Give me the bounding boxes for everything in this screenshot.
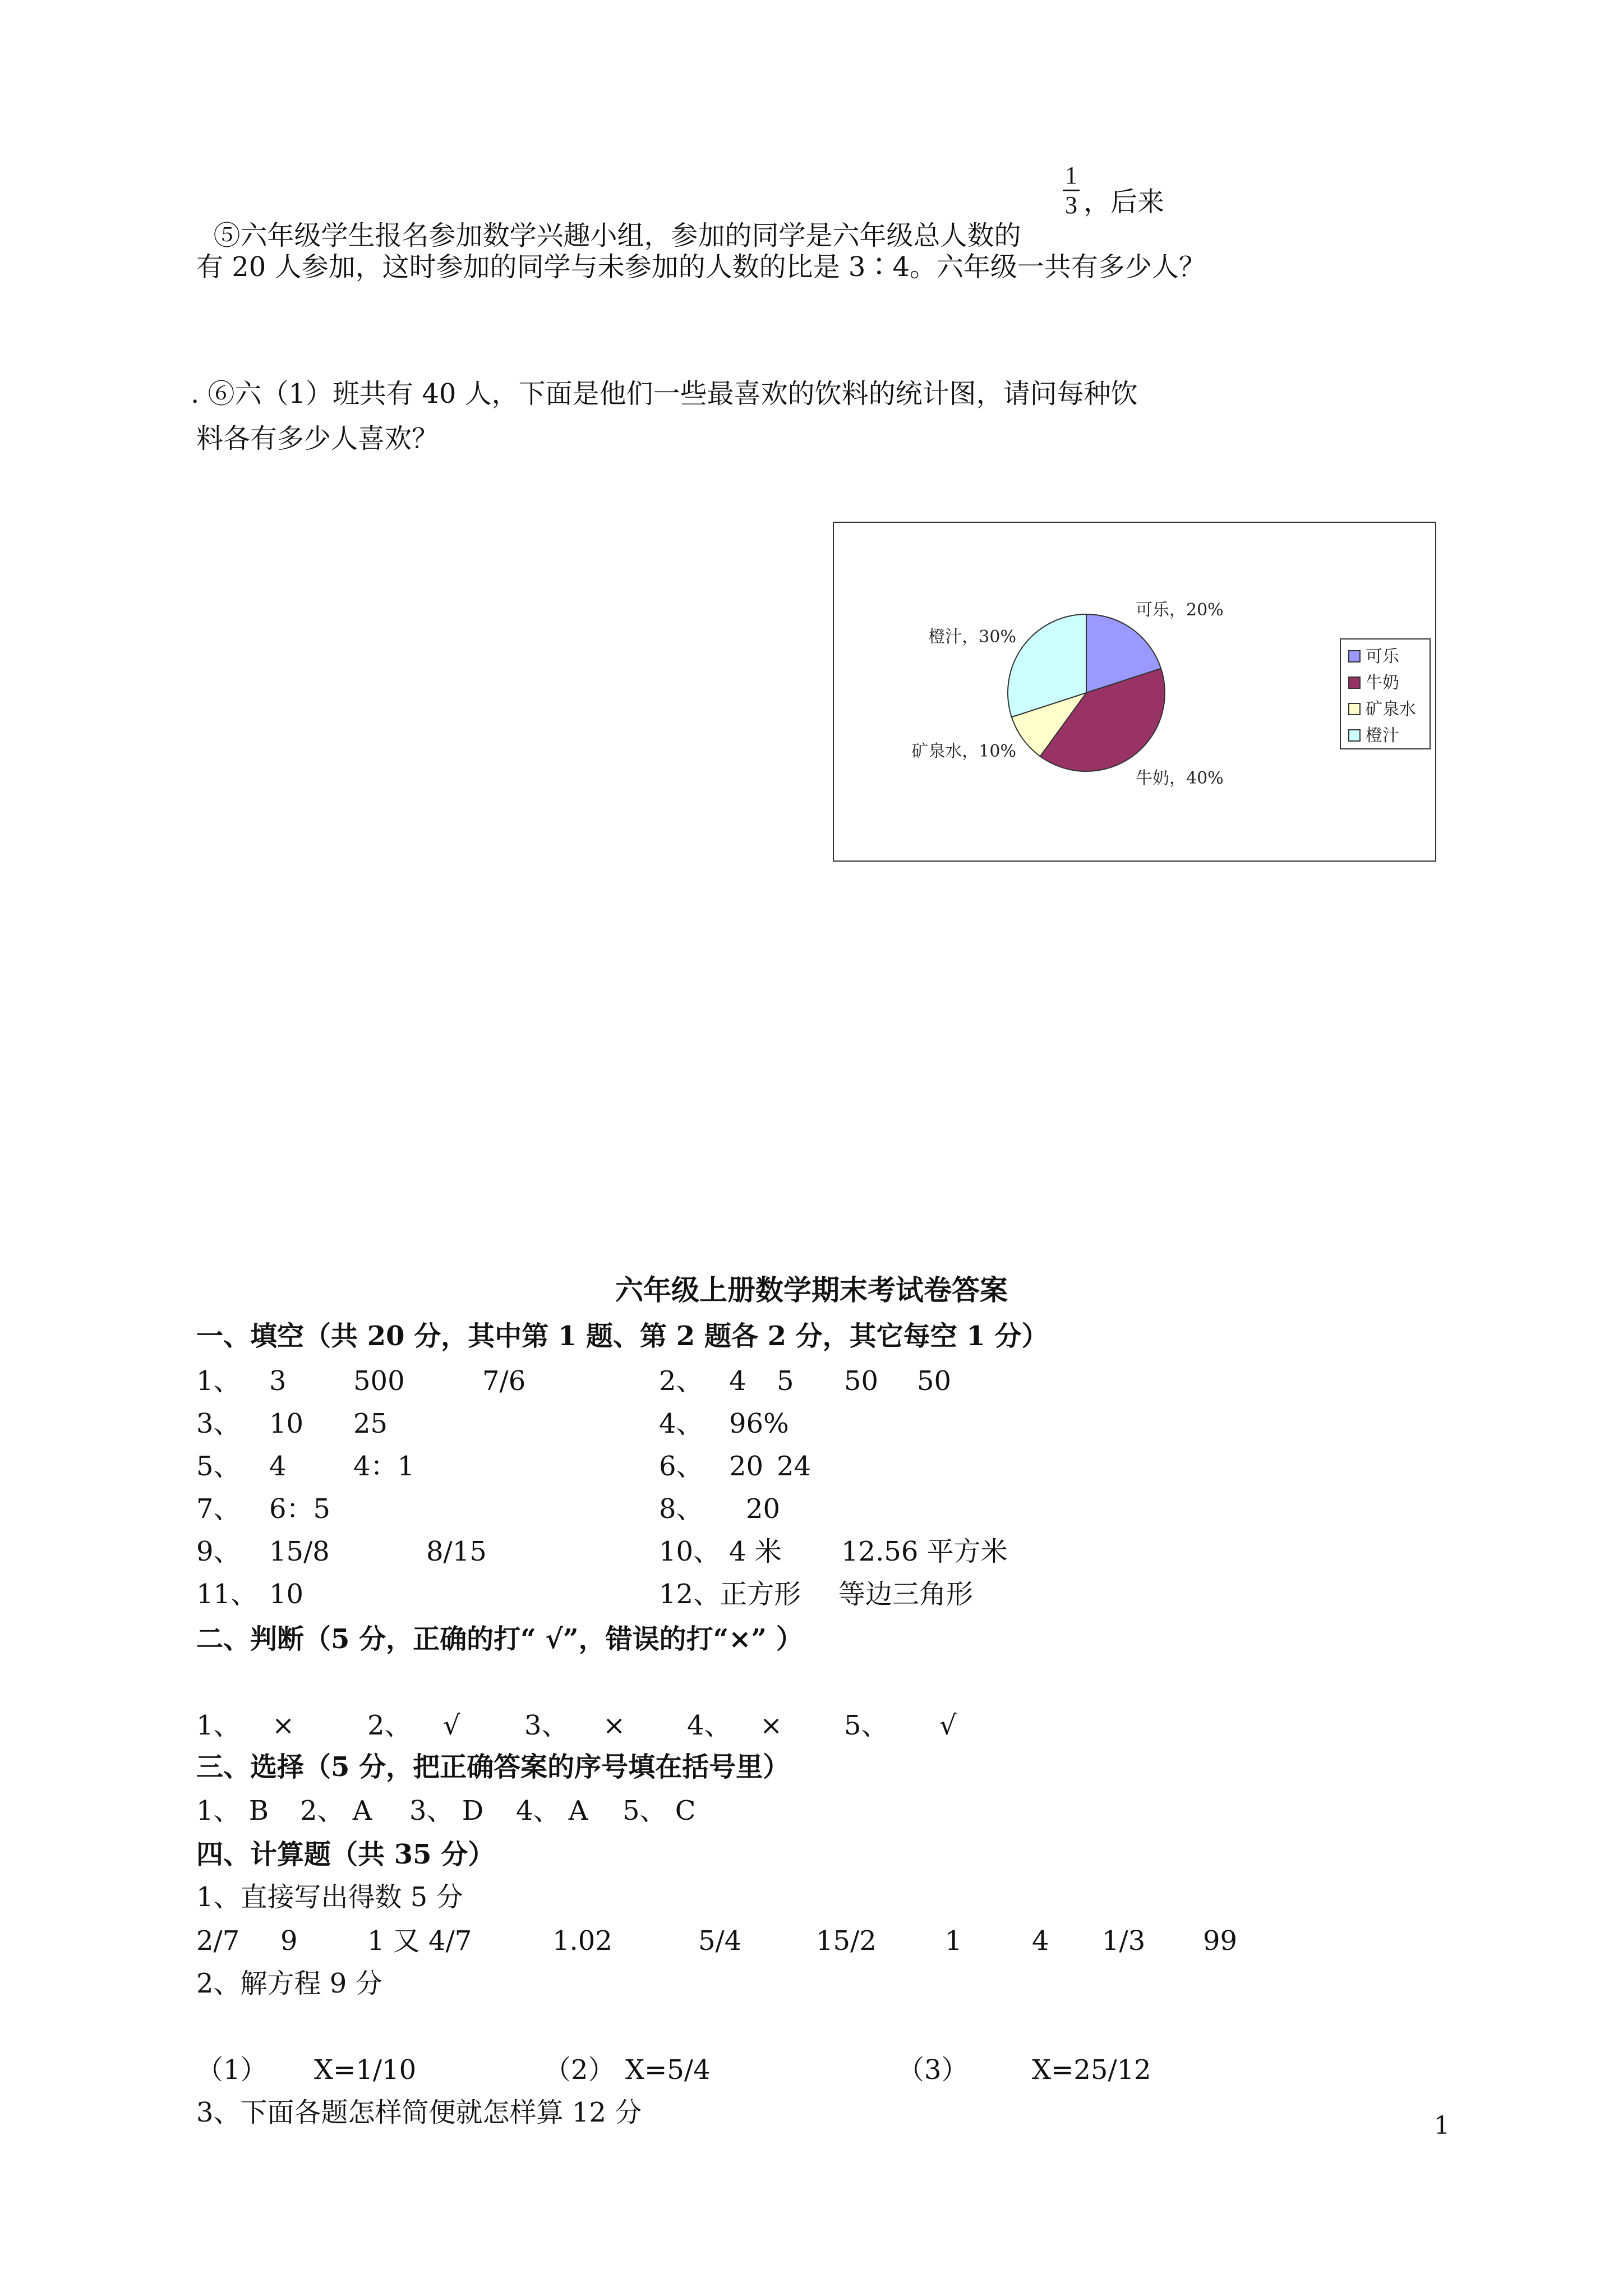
q6-line1: . ⑥六（1）班共有 40 人，下面是他们一些最喜欢的饮料的统计图，请问每种饮 xyxy=(191,378,1138,409)
legend-entry: 牛奶 xyxy=(1366,673,1399,693)
calc1-answer-item: 9 xyxy=(280,1925,298,1957)
answer-title: 六年级上册数学期末考试卷答案 xyxy=(615,1273,1008,1306)
calc1-answer-item: 5/4 xyxy=(698,1925,742,1957)
legend-entry: 可乐 xyxy=(1366,647,1399,666)
judge-answer-item: × xyxy=(272,1710,295,1741)
equation-answer-item: （2） xyxy=(544,2054,615,2086)
fill-answer-item: 10 xyxy=(269,1408,304,1439)
section4-heading: 四、计算题（共 35 分） xyxy=(196,1839,495,1870)
judge-answer-item: √ xyxy=(443,1710,460,1741)
legend-swatch xyxy=(1349,730,1360,741)
choice-answer-item: 3、 D xyxy=(409,1795,484,1826)
fill-answer-item: 12.56 平方米 xyxy=(841,1536,1008,1567)
fill-answer-item: 96% xyxy=(729,1408,789,1439)
legend-entry: 橙汁 xyxy=(1366,726,1399,746)
fill-answer-item: 4 xyxy=(729,1365,746,1397)
q5-fraction xyxy=(1062,162,1081,219)
pie-chart xyxy=(834,523,1437,863)
calc1-answer-item: 15/2 xyxy=(816,1925,877,1957)
choice-answer-item: 2、 A xyxy=(300,1795,372,1826)
calc1-answer-item: 1/3 xyxy=(1102,1925,1146,1957)
fill-answer-item: 4 xyxy=(269,1451,287,1482)
calc3-label: 3、下面各题怎样简便就怎样算 12 分 xyxy=(196,2097,642,2128)
judge-answer-item: 4、 xyxy=(687,1710,731,1741)
calc1-label: 1、直接写出得数 5 分 xyxy=(196,1881,463,1913)
pie-data-label: 牛奶，40% xyxy=(1136,769,1224,788)
fill-answer-item: 4：1 xyxy=(353,1451,415,1482)
fill-answer-item: 20 xyxy=(746,1493,781,1525)
equation-answer-item: （3） xyxy=(897,2054,969,2086)
fill-answer-item: 3 xyxy=(269,1365,287,1397)
section3-heading: 三、选择（5 分，把正确答案的序号填在括号里） xyxy=(196,1751,790,1783)
section2-heading: 二、判断（5 分，正确的打“ √”，错误的打“×” ） xyxy=(196,1623,803,1655)
fill-answer-item: 等边三角形 xyxy=(838,1579,974,1610)
calc1-answer-item: 1.02 xyxy=(552,1925,612,1957)
fill-answer-item: 500 xyxy=(353,1365,405,1397)
page-number: 1 xyxy=(1434,2111,1450,2140)
fill-answer-item: 10、 xyxy=(659,1536,721,1567)
fill-answer-item: 25 xyxy=(353,1408,388,1439)
judge-answer-item: 3、 xyxy=(524,1710,569,1741)
fill-answer-item: 24 xyxy=(777,1451,811,1482)
choice-answer-item: 1、 B xyxy=(196,1795,269,1826)
fill-answer-item: 5、 xyxy=(196,1451,241,1482)
judge-answer-item: 1、 xyxy=(196,1710,241,1741)
pie-data-label: 可乐，20% xyxy=(1136,600,1224,620)
equation-answer-item: （1） xyxy=(196,2054,268,2086)
calc2-label: 2、解方程 9 分 xyxy=(196,1968,382,1999)
fill-answer-item: 8/15 xyxy=(426,1536,487,1567)
calc1-answer-item: 1 又 4/7 xyxy=(367,1925,472,1957)
calc1-answer-item: 99 xyxy=(1203,1925,1238,1957)
equation-answer-item: X=1/10 xyxy=(314,2054,417,2086)
fill-answer-item: 50 xyxy=(844,1365,879,1397)
fill-answer-item: 20 xyxy=(729,1451,764,1482)
fill-answer-item: 4 米 xyxy=(729,1536,782,1567)
judge-answer-item: × xyxy=(603,1710,626,1741)
judge-answer-item: √ xyxy=(939,1710,957,1741)
fill-answer-item: 15/8 xyxy=(269,1536,330,1567)
fill-answer-item: 10 xyxy=(269,1579,304,1610)
judge-answer-item: 2、 xyxy=(367,1710,412,1741)
legend-entry: 矿泉水 xyxy=(1366,700,1416,719)
judge-answer-item: × xyxy=(760,1710,783,1741)
q5-line2: 有 20 人参加，这时参加的同学与未参加的人数的比是 3∶4。六年级一共有多少人？ xyxy=(196,251,1206,283)
fill-answer-item: 12、正方形 xyxy=(659,1579,801,1610)
fill-answer-item: 3、 xyxy=(196,1408,241,1439)
legend-swatch xyxy=(1349,677,1360,688)
q6-line2: 料各有多少人喜欢？ xyxy=(196,423,439,454)
equation-answer-item: X=5/4 xyxy=(625,2054,711,2086)
fill-answer-item: 4、 xyxy=(659,1408,703,1439)
choice-answer-item: 4、 A xyxy=(516,1795,588,1826)
fill-answer-item: 50 xyxy=(917,1365,952,1397)
choice-answer-item: 5、 C xyxy=(623,1795,696,1826)
fill-answer-item: 8、 xyxy=(659,1493,703,1525)
fill-answer-item: 2、 xyxy=(659,1365,703,1397)
pie-data-label: 矿泉水，10% xyxy=(911,742,1016,761)
calc1-answer-item: 4 xyxy=(1032,1925,1049,1957)
pie-chart-frame xyxy=(833,522,1436,862)
fill-answer-item: 1、 xyxy=(196,1365,241,1397)
calc1-answer-item: 1 xyxy=(945,1925,962,1957)
calc1-answer-item: 2/7 xyxy=(196,1925,240,1957)
fill-answer-item: 7/6 xyxy=(482,1365,526,1397)
fraction-denominator: 3 xyxy=(1065,191,1077,219)
fill-answer-item: 9、 xyxy=(196,1536,241,1567)
pie-data-label: 橙汁，30% xyxy=(928,627,1016,647)
judge-answer-item: 5、 xyxy=(844,1710,888,1741)
fill-answer-item: 11、 xyxy=(196,1579,258,1610)
fill-answer-item: 6：5 xyxy=(269,1493,331,1525)
q5-text: ⑤六年级学生报名参加数学兴趣小组，参加的同学是六年级总人数的 xyxy=(213,220,1021,251)
equation-answer-item: X=25/12 xyxy=(1032,2054,1151,2086)
section1-heading: 一、填空（共 20 分，其中第 1 题、第 2 题各 2 分，其它每空 1 分） xyxy=(196,1320,1049,1352)
fill-answer-item: 6、 xyxy=(659,1451,703,1482)
legend-swatch xyxy=(1349,703,1360,715)
fraction-numerator: 1 xyxy=(1065,162,1077,189)
q5-line1 xyxy=(196,185,1021,252)
q5-line1-tail: ，后来 xyxy=(1083,186,1165,218)
legend-swatch xyxy=(1349,651,1360,662)
fill-answer-item: 7、 xyxy=(196,1493,241,1525)
fill-answer-item: 5 xyxy=(777,1365,794,1397)
